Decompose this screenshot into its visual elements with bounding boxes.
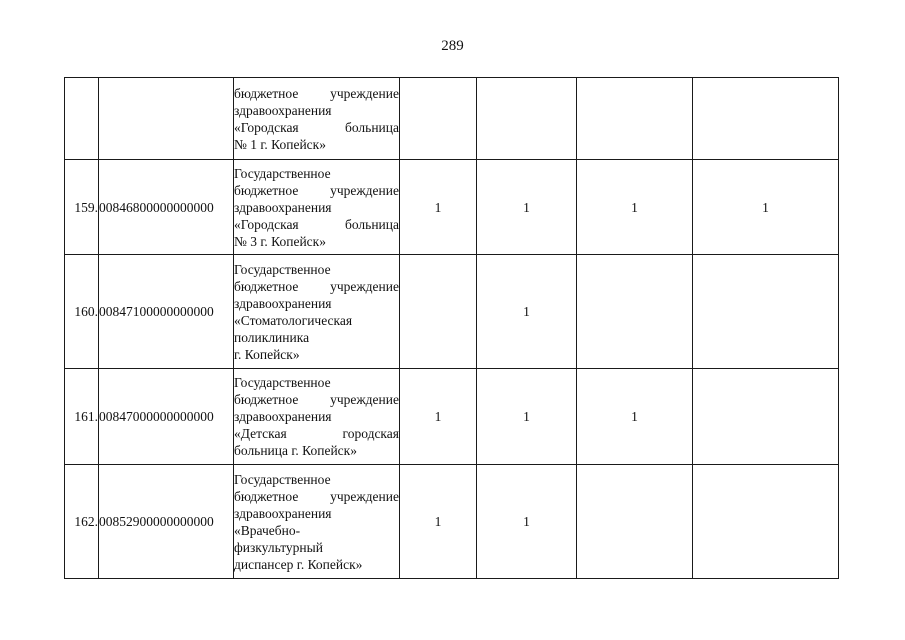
institution-name-cell xyxy=(234,369,400,465)
row-number-cell: 162. xyxy=(65,465,99,579)
institution-name-line: «Врачебно- xyxy=(234,522,301,538)
value-cell-4 xyxy=(693,369,839,465)
value-cell-3 xyxy=(577,255,693,369)
institution-name-line: поликлиника xyxy=(234,329,310,345)
institution-name-line: бюджетное учреждение xyxy=(234,182,399,198)
institution-name-cell xyxy=(234,465,400,579)
row-code-cell xyxy=(99,78,234,160)
table-row xyxy=(65,78,839,160)
value-cell-1: 1 xyxy=(400,160,477,255)
institution-name-line: «Детская городская xyxy=(234,426,399,441)
institution-name-line: диспансер г. Копейск» xyxy=(234,556,363,572)
row-number-cell: 161. xyxy=(65,369,99,465)
value-cell-2: 1 xyxy=(477,255,577,369)
institution-name-line: бюджетное учреждение xyxy=(234,488,399,504)
value-cell-4 xyxy=(693,465,839,579)
table-row xyxy=(65,160,839,255)
institution-name-line: здравоохранения xyxy=(234,102,332,118)
institution-name-line: Государственное xyxy=(234,165,331,181)
row-code-cell: 00847000000000000 xyxy=(99,369,234,465)
institution-name-line: бюджетное учреждение xyxy=(234,278,399,294)
value-cell-4 xyxy=(693,78,839,160)
value-cell-3 xyxy=(577,465,693,579)
value-cell-2: 1 xyxy=(477,160,577,255)
institution-name-line: Государственное xyxy=(234,261,331,277)
value-cell-2: 1 xyxy=(477,465,577,579)
institution-name-line: Государственное xyxy=(234,375,331,390)
value-cell-2: 1 xyxy=(477,369,577,465)
institution-name-line: г. Копейск» xyxy=(234,346,300,362)
value-cell-1: 1 xyxy=(400,465,477,579)
table-row xyxy=(65,369,839,465)
value-cell-1 xyxy=(400,255,477,369)
value-cell-3: 1 xyxy=(577,369,693,465)
institution-name-line: здравоохранения xyxy=(234,199,332,215)
row-number-cell: 159. xyxy=(65,160,99,255)
institution-name-line: здравоохранения xyxy=(234,409,332,424)
institution-name-line: № 3 г. Копейск» xyxy=(234,233,326,249)
row-number-cell: 160. xyxy=(65,255,99,369)
value-cell-2 xyxy=(477,78,577,160)
institution-name-line: здравоохранения xyxy=(234,505,332,521)
institution-name-line: «Стоматологическая xyxy=(234,312,353,328)
row-code-cell: 00847100000000000 xyxy=(99,255,234,369)
row-code-cell: 00846800000000000 xyxy=(99,160,234,255)
value-cell-4 xyxy=(693,255,839,369)
institution-name-cell xyxy=(234,255,400,369)
institution-name-line: № 1 г. Копейск» xyxy=(234,136,326,152)
institution-name-line: здравоохранения xyxy=(234,295,332,311)
institution-name-line: бюджетное учреждение xyxy=(234,392,399,407)
institution-name-cell xyxy=(234,160,400,255)
value-cell-4: 1 xyxy=(693,160,839,255)
institution-name-line: «Городская больница xyxy=(234,119,399,135)
institution-name-line: Государственное xyxy=(234,471,331,487)
value-cell-3 xyxy=(577,78,693,160)
institution-name-cell xyxy=(234,78,400,160)
institution-name-line: «Городская больница xyxy=(234,216,399,232)
table-row xyxy=(65,465,839,579)
table-body xyxy=(65,78,839,579)
value-cell-3: 1 xyxy=(577,160,693,255)
institution-name-line: больница г. Копейск» xyxy=(234,443,357,458)
row-code-cell: 00852900000000000 xyxy=(99,465,234,579)
institution-name-line: бюджетное учреждение xyxy=(234,85,399,101)
row-number-cell xyxy=(65,78,99,160)
institutions-table xyxy=(64,77,839,579)
institution-name-line: физкультурный xyxy=(234,539,323,555)
value-cell-1 xyxy=(400,78,477,160)
table-row xyxy=(65,255,839,369)
page-number: 289 xyxy=(441,38,464,54)
value-cell-1: 1 xyxy=(400,369,477,465)
